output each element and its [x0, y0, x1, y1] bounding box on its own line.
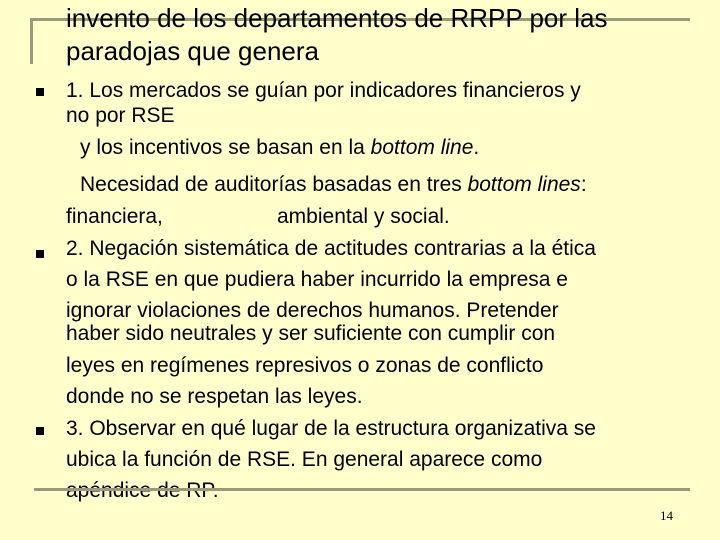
item-1-line-5a: financiera,	[66, 205, 163, 228]
bullet-2-icon	[36, 250, 44, 258]
bottom-rule	[34, 488, 690, 491]
item-2-line-3: ignorar violaciones de derechos humanos. Pretender	[66, 299, 559, 322]
item-1-line-4-text: Necesidad de auditorías basadas en tres	[80, 173, 468, 196]
item-3-line-2: ubica la función de RSE. En general aparece como	[66, 448, 543, 471]
item-1-line-4-emphasis: bottom lines	[467, 173, 581, 196]
item-2-line-1: 2. Negación sistemática de actitudes contrarias a la ética	[66, 237, 596, 260]
item-2-line-5: leyes en regímenes represivos o zonas de conflicto	[66, 354, 544, 377]
item-2-line-6: donde no se respetan las leyes.	[66, 385, 363, 408]
item-1-line-4-end: :	[580, 173, 587, 196]
item-3-line-3	[66, 478, 219, 504]
bullet-3-icon	[36, 427, 44, 435]
title-line-2: paradojas que genera	[66, 36, 319, 66]
item-1-line-1: 1. Los mercados se guían por indicadores financieros y	[66, 79, 581, 102]
item-1-line-5b: ambiental y social.	[277, 205, 450, 228]
item-1-line-2: no por RSE	[66, 104, 175, 127]
item-1-line-3-emphasis: bottom line	[370, 136, 474, 159]
item-2-line-4: haber sido neutrales y ser suficiente con cumplir con	[66, 322, 556, 345]
page-number: 14	[660, 508, 673, 523]
title-line-1: invento de los departamentos de RRPP por las	[66, 3, 608, 33]
item-1-line-3-end: .	[473, 136, 480, 159]
item-3-line-1: 3. Observar en qué lugar de la estructura organizativa se	[66, 417, 596, 440]
item-2-line-2: o la RSE en que pudiera haber incurrido la empresa e	[66, 268, 568, 291]
item-1-line-4	[80, 172, 587, 198]
bullet-1-icon	[36, 88, 44, 96]
item-1-line-3	[80, 135, 479, 161]
item-1-line-3-text: y los incentivos se basan en la	[80, 136, 371, 159]
